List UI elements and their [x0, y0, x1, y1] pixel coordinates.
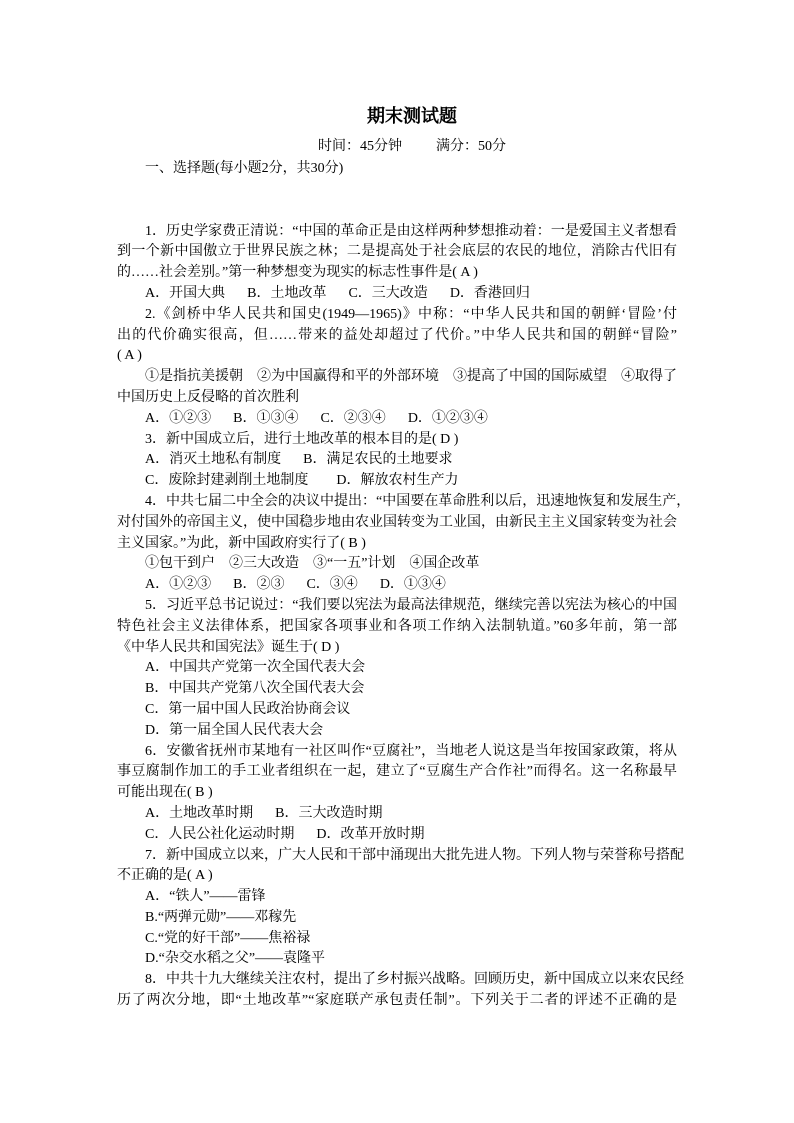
exam-meta [117, 137, 707, 157]
option-row [117, 804, 677, 825]
option: A．中国共产党第一次全国代表大会 [145, 660, 366, 676]
option: A．消灭土地私有制度 [145, 452, 282, 468]
option-row [117, 908, 677, 929]
question-2 [117, 305, 677, 430]
option: D.“杂交水稻之父”——袁隆平 [145, 951, 326, 967]
question-line: 事豆腐制作加工的手工业者组织在一起，建立了“豆腐生产合作社”而得名。这一名称最早 [117, 764, 677, 780]
option: D．①③④ [379, 577, 446, 593]
option: C．人民公社化运动时期 [145, 826, 295, 842]
option-row [117, 700, 677, 721]
exam-time: 时间：45分钟 [318, 139, 402, 154]
question-line: 5．习近平总书记说过：“我们要以宪法为最高法律规范，继续完善以宪法为核心的中国 [145, 597, 677, 613]
option-row [117, 575, 677, 596]
question-line: 历了两次分地，即“土地改革”“家庭联产承包责任制”。下列关于二者的评述不正确的是 [117, 993, 677, 1009]
option-row [117, 658, 677, 679]
option: C．②③④ [320, 410, 386, 426]
statement-line: 中国历史上反侵略的首次胜利 [117, 389, 299, 405]
option: C．废除封建剥削土地制度 [145, 473, 309, 489]
exam-score: 满分：50分 [436, 139, 506, 154]
statement-line: ①是指抗美援朝 ②为中国赢得和平的外部环境 ③提高了中国的国际威望 ④取得了 [145, 369, 677, 385]
option: A．土地改革时期 [145, 805, 254, 821]
option-row [117, 887, 677, 908]
question-line: 3．新中国成立后，进行土地改革的根本目的是( D ) [145, 431, 459, 447]
option-row [117, 721, 677, 742]
question-line: 7．新中国成立以来，广大人民和干部中涌现出大批先进人物。下列人物与荣誉称号搭配 [145, 847, 684, 863]
option: B．②③ [233, 577, 285, 593]
option: B．三大改造时期 [275, 805, 383, 821]
option: B．满足农民的土地要求 [303, 452, 453, 468]
option: B.“两弹元勋”——邓稼先 [145, 909, 297, 925]
option: A．“铁人”——雷锋 [145, 889, 266, 905]
option: C．第一届中国人民政治协商会议 [145, 701, 351, 717]
question-line: 6．安徽省抚州市某地有一社区叫作“豆腐社”，当地老人说这是当年按国家政策，将从 [145, 743, 677, 759]
option: C．三大改造 [348, 285, 428, 301]
option: A．①②③ [145, 577, 212, 593]
option: D．香港回归 [449, 285, 530, 301]
option: A．①②③ [145, 410, 212, 426]
question-7 [117, 846, 684, 971]
option-row [117, 284, 677, 305]
question-6 [117, 742, 677, 846]
option-row [117, 825, 677, 846]
question-line: 不正确的是( A ) [117, 868, 213, 884]
question-line: 《中华人民共和国宪法》诞生于( D ) [117, 639, 340, 655]
option: D．第一届全国人民代表大会 [145, 722, 324, 738]
question-line: 出的代价确实很高，但……带来的益处却超过了代价。”中华人民共和国的朝鲜“冒险” [117, 327, 677, 343]
option-row [117, 450, 677, 471]
question-5 [117, 596, 677, 742]
question-1 [117, 222, 677, 305]
option: D．①②③④ [407, 410, 488, 426]
question-4 [117, 492, 691, 596]
option-row [117, 679, 677, 700]
question-line: 2.《剑桥中华人民共和国史(1949—1965)》中称：“中华人民共和国的朝鲜‘冒险’付 [145, 306, 677, 322]
option: D．改革开放时期 [316, 826, 425, 842]
statement-line: ①包干到户 ②三大改造 ③“一五”计划 ④国企改革 [145, 556, 480, 572]
option: B．土地改革 [247, 285, 327, 301]
option-row [117, 409, 677, 430]
option: B．中国共产党第八次全国代表大会 [145, 681, 365, 697]
option-row [117, 949, 677, 970]
question-line: 的……社会差别。”第一种梦想变为现实的标志性事件是( A ) [117, 265, 478, 281]
section-heading: 一、选择题(每小题2分，共30分) [145, 161, 344, 176]
question-list [117, 222, 691, 1012]
question-line: 8．中共十九大继续关注农村，提出了乡村振兴战略。回顾历史，新中国成立以来农民经 [145, 972, 684, 988]
option-row [117, 471, 677, 492]
question-line: 特色社会主义法律体系，把国家各项事业和各项工作纳入法制轨道。”60多年前，第一部 [117, 618, 677, 634]
question-line: 4．中共七届二中全会的决议中提出：“中国要在革命胜利以后，迅速地恢复和发展生产， [145, 493, 691, 509]
question-line: 主义国家。”为此，新中国政府实行了( B ) [117, 535, 366, 551]
question-line: ( A ) [117, 348, 142, 364]
option: B．①③④ [233, 410, 299, 426]
option: D．解放农村生产力 [336, 473, 459, 489]
option-row [117, 929, 677, 950]
option: C．③④ [306, 577, 358, 593]
option: A．开国大典 [145, 285, 226, 301]
question-line: 到一个新中国傲立于世界民族之林；二是提高处于社会底层的农民的地位，消除古代旧有 [117, 244, 677, 260]
option: C.“党的好干部”——焦裕禄 [145, 930, 311, 946]
question-line: 对付国外的帝国主义，使中国稳步地由农业国转变为工业国，由新民主主义国家转变为社会 [117, 514, 677, 530]
exam-title: 期末测试题 [367, 106, 457, 126]
question-line: 1．历史学家费正清说：“中国的革命正是由这样两种梦想推动着：一是爱国主义者想看 [145, 223, 677, 239]
question-8 [117, 970, 684, 1012]
question-3 [117, 430, 677, 492]
question-line: 可能出现在( B ) [117, 785, 213, 801]
